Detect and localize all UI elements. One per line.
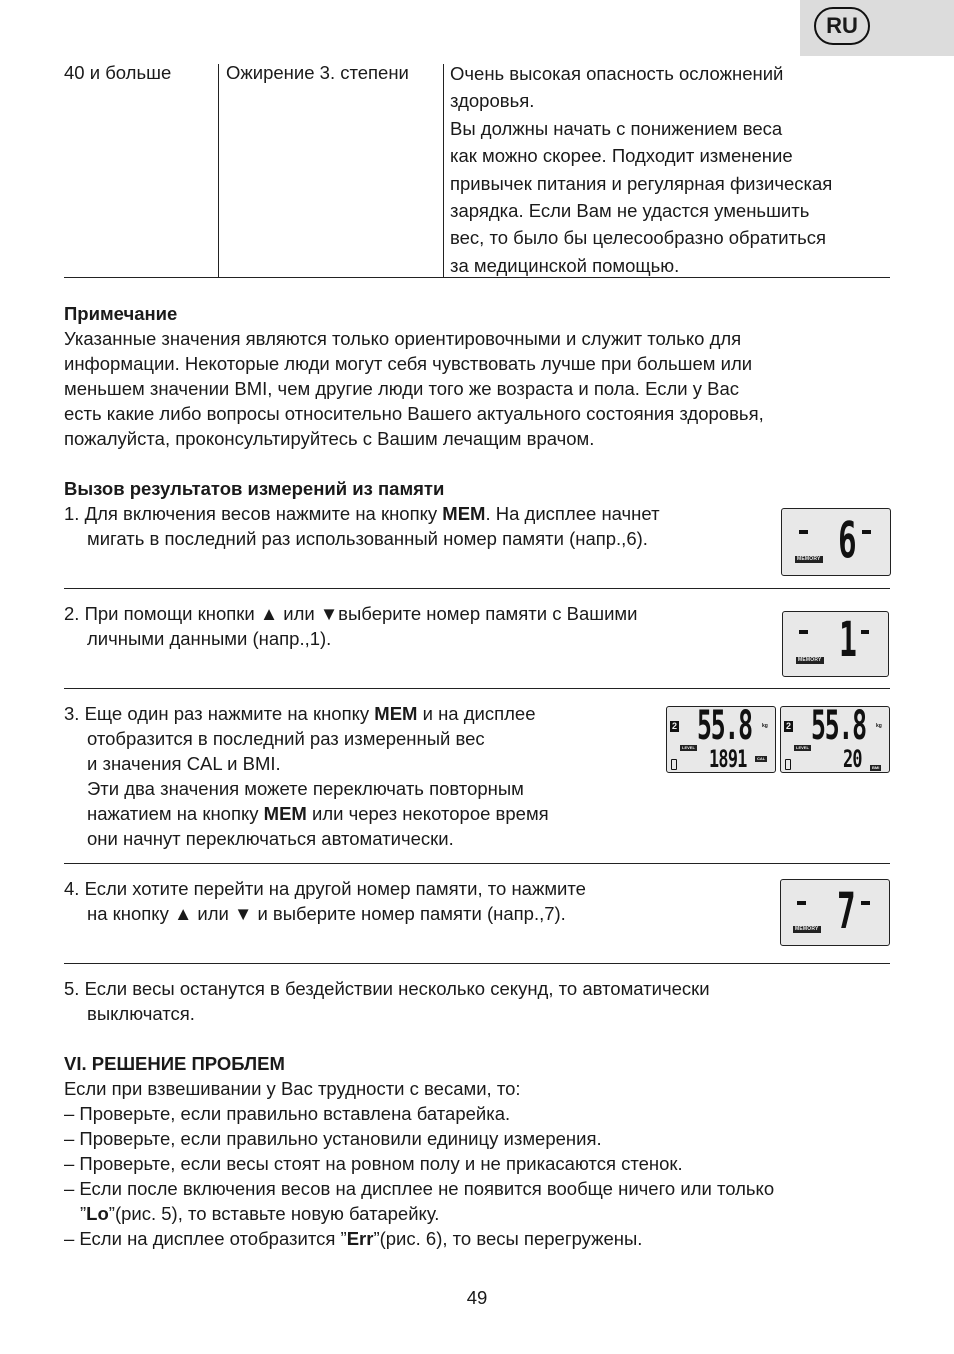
weight-value: 55.8 xyxy=(811,706,866,749)
language-badge: RU xyxy=(814,7,870,45)
description-line: Вы должны начать с понижением веса xyxy=(450,117,783,139)
step4-line2: на кнопку ▲ или ▼ и выберите номер памяти (напр.,7). xyxy=(87,903,566,924)
lcd-segments xyxy=(782,509,890,575)
user-indicator: 2 xyxy=(785,721,791,731)
lcd-segments xyxy=(783,612,888,676)
list-item: – Проверьте, если весы стоят на ровном полу и не прикасаются стенок. xyxy=(64,1153,683,1174)
step2-line2: личными данными (напр.,1). xyxy=(87,628,332,649)
lcd-segments xyxy=(781,880,889,945)
lcd-display-weight-bmi xyxy=(780,706,890,773)
bmi-value: 20 xyxy=(843,745,862,773)
mem-button-label: MEM xyxy=(442,503,486,524)
dash-segment xyxy=(799,630,808,634)
text: . На дисплее начнет xyxy=(485,503,660,524)
step-divider xyxy=(64,588,890,589)
text: 1. Для включения весов нажмите на кнопку xyxy=(64,503,443,524)
cal-indicator: CAL xyxy=(757,756,766,761)
list-item: – Если после включения весов на дисплее не появится вообще ничего или только xyxy=(64,1178,775,1199)
text: нажатием на кнопку xyxy=(87,803,264,824)
unit-label: kg xyxy=(876,723,882,729)
step4-line1: 4. Если хотите перейти на другой номер памяти, то нажмите xyxy=(64,878,586,899)
lcd-display-weight-cal xyxy=(666,706,776,773)
step3-line2: отобразится в последний раз измеренный вес xyxy=(87,728,485,749)
memory-digit: 1 xyxy=(839,612,856,668)
note-line: меньшем значении BMI, чем другие люди того же возраста и пола. Если у Вас xyxy=(64,378,739,399)
step3-line6: они начнут переключаться автоматически. xyxy=(87,828,454,849)
step3-line1 xyxy=(64,701,536,726)
step-divider xyxy=(64,688,890,689)
text: 3. Еще один раз нажмите на кнопку xyxy=(64,703,375,724)
dash-segment xyxy=(799,530,808,534)
level-indicator: LEVEL xyxy=(682,745,695,750)
bmi-indicator: BMI xyxy=(872,765,880,770)
dash-segment xyxy=(797,901,806,905)
cal-value: 1891 xyxy=(709,745,747,773)
memory-indicator: MEMORY xyxy=(795,926,819,932)
text: – Если на дисплее отобразится ” xyxy=(64,1228,347,1249)
page-number: 49 xyxy=(466,1287,488,1308)
step2-line1: 2. При помощи кнопки ▲ или ▼выберите номер памяти с Вашими xyxy=(64,603,638,624)
troubleshooting-intro: Если при взвешивании у Вас трудности с весами, то: xyxy=(64,1078,521,1099)
lo-code: Lo xyxy=(86,1203,109,1224)
lcd-display-memory-6 xyxy=(781,508,891,576)
step1-line2: мигать в последний раз использованный номер памяти (напр.,6). xyxy=(87,528,648,549)
memory-indicator: MEMORY xyxy=(798,657,822,663)
lcd-display-memory-1 xyxy=(782,611,889,677)
memory-title: Вызов результатов измерений из памяти xyxy=(64,478,445,499)
text: ”(рис. 5), то вставьте новую батарейку. xyxy=(108,1203,440,1224)
note-line: информации. Некоторые люди могут себя чувствовать лучше при большем или xyxy=(64,353,753,374)
table-bottom-rule xyxy=(64,277,890,278)
dash-segment xyxy=(861,901,870,905)
list-item xyxy=(64,1226,642,1251)
dash-segment xyxy=(862,530,871,534)
description-line: вес, то было бы целесообразно обратиться xyxy=(450,227,827,249)
memory-digit: 7 xyxy=(837,882,855,940)
step3-line3: и значения CAL и BMI. xyxy=(87,753,281,774)
memory-digit: 6 xyxy=(838,511,856,569)
step1-line1 xyxy=(64,501,660,526)
mem-button-label: MEM xyxy=(374,703,418,724)
text: ”(рис. 6), то весы перегружены. xyxy=(373,1228,643,1249)
table-divider xyxy=(218,64,219,277)
step-divider xyxy=(64,963,890,964)
dash-segment xyxy=(861,630,869,634)
bmi-category-cell: Ожирение 3. степени xyxy=(226,62,409,83)
lcd-display-memory-7 xyxy=(780,879,890,946)
step3-line4: Эти два значения можете переключать повторным xyxy=(87,778,524,799)
step5-line1: 5. Если весы останутся в бездействии несколько секунд, то автоматически xyxy=(64,978,710,999)
list-item: – Проверьте, если правильно установили единицу измерения. xyxy=(64,1128,602,1149)
description-line: Очень высокая опасность осложнений xyxy=(450,63,784,84)
bmi-description-cell xyxy=(450,60,832,279)
text: или через некоторое время xyxy=(306,803,549,824)
weight-value: 55.8 xyxy=(697,706,752,749)
text: ” xyxy=(80,1203,87,1224)
text: и на дисплее xyxy=(417,703,536,724)
description-line: здоровья. xyxy=(450,90,535,112)
level-indicator: LEVEL xyxy=(796,745,809,750)
description-line: как можно скорее. Подходит изменение xyxy=(450,145,793,167)
user-indicator: 2 xyxy=(671,721,677,731)
err-code: Err xyxy=(346,1228,374,1249)
list-item-continuation xyxy=(80,1201,439,1226)
list-item: – Проверьте, если правильно вставлена батарейка. xyxy=(64,1103,511,1124)
table-divider xyxy=(443,64,444,277)
step3-line5 xyxy=(87,801,549,826)
step5-line2: выключатся. xyxy=(87,1003,195,1024)
mem-button-label: MEM xyxy=(263,803,307,824)
battery-icon xyxy=(785,759,791,770)
note-line: есть какие либо вопросы относительно Вашего актуального состояния здоровья, xyxy=(64,403,764,424)
language-tab xyxy=(800,0,954,56)
description-line: за медицинской помощью. xyxy=(450,254,680,276)
bmi-range-cell: 40 и больше xyxy=(64,62,172,83)
unit-label: kg xyxy=(762,723,768,729)
battery-icon xyxy=(671,759,677,770)
step-divider xyxy=(64,863,890,864)
note-title: Примечание xyxy=(64,303,178,324)
memory-indicator: MEMORY xyxy=(797,556,821,562)
note-line: пожалуйста, проконсультируйтесь с Вашим лечащим врачом. xyxy=(64,428,595,449)
troubleshooting-title: VI. РЕШЕНИЕ ПРОБЛЕМ xyxy=(64,1053,285,1074)
note-line: Указанные значения являются только ориентировочными и служит только для xyxy=(64,328,742,349)
description-line: привычек питания и регулярная физическая xyxy=(450,172,833,194)
description-line: зарядка. Если Вам не удастся уменьшить xyxy=(450,200,810,222)
